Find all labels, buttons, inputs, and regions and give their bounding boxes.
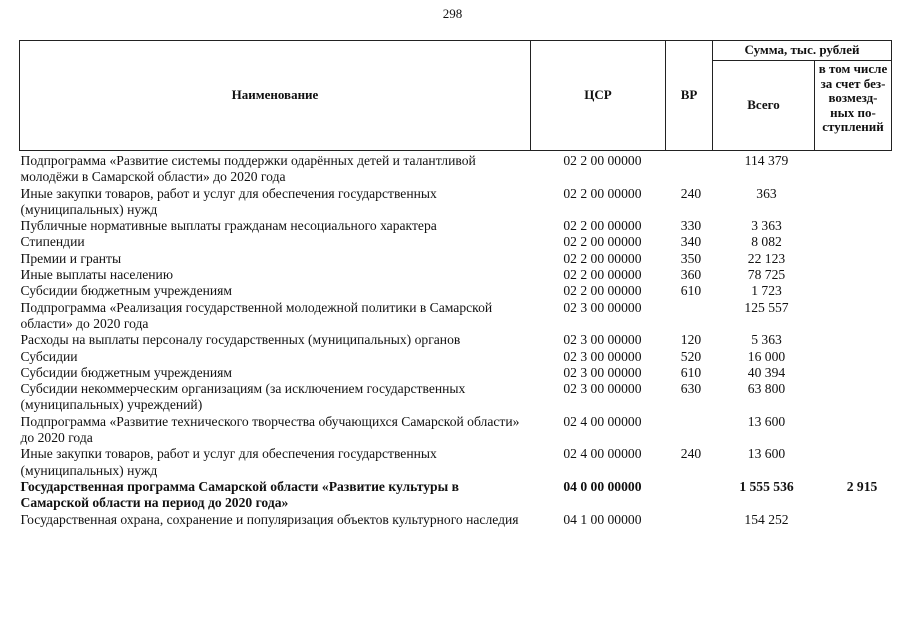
row-grants: [815, 283, 892, 299]
row-grants: [815, 381, 892, 414]
header-csr: ЦСР: [531, 41, 666, 151]
row-grants: [815, 186, 892, 219]
header-grants: в том числе за счет без-возмезд-ных по-ступлений: [815, 61, 892, 151]
table-header: [20, 41, 892, 151]
row-total: 40 394: [747, 364, 786, 380]
row-total: 125 557: [744, 299, 789, 315]
row-grants: [815, 512, 892, 528]
row-csr: 02 3 00 00000: [563, 348, 642, 364]
row-name: Государственная программа Самарской области «Развитие культуры в Самарской области на период до 2020 года»: [20, 478, 459, 511]
row-csr: 02 3 00 00000: [563, 381, 642, 397]
row-csr: 02 3 00 00000: [563, 332, 642, 348]
header-sum: Сумма, тыс. рублей: [713, 41, 892, 61]
row-total: 154 252: [744, 511, 789, 527]
row-total: 363: [756, 185, 777, 201]
row-name: Премии и гранты: [20, 250, 122, 266]
table-row: [20, 414, 892, 447]
row-csr: 02 2 00 00000: [563, 218, 642, 234]
row-total: 1 723: [751, 283, 782, 299]
row-total: 13 600: [747, 446, 786, 462]
row-grants: [815, 151, 892, 186]
row-vr: 330: [680, 218, 702, 234]
row-vr: 350: [680, 250, 702, 266]
row-grants: [815, 234, 892, 250]
row-vr: 520: [680, 348, 702, 364]
table-row: [20, 349, 892, 365]
row-total: 3 363: [751, 218, 782, 234]
table-row: [20, 479, 892, 512]
table-row: [20, 234, 892, 250]
row-vr: 610: [680, 364, 702, 380]
row-csr: 02 3 00 00000: [563, 299, 642, 315]
row-name: Иные закупки товаров, работ и услуг для обеспечения государственных (муниципальных) нужд: [20, 446, 437, 478]
table-row: [20, 512, 892, 528]
row-csr: 04 0 00 00000: [563, 478, 642, 494]
row-grants: 2 915: [846, 478, 878, 494]
row-csr: 02 2 00 00000: [563, 250, 642, 266]
row-vr: 340: [680, 234, 702, 250]
row-total: 1 555 536: [739, 478, 794, 494]
page-number: 298: [442, 6, 463, 21]
table-row: [20, 186, 892, 219]
row-vr: [666, 151, 713, 186]
row-csr: 02 2 00 00000: [563, 153, 642, 168]
row-csr: 02 2 00 00000: [563, 234, 642, 250]
row-name: Подпрограмма «Реализация государственной молодежной политики в Самарской области» до 2020 года: [20, 299, 493, 331]
row-csr: 02 2 00 00000: [563, 283, 642, 299]
row-total: 63 800: [747, 381, 786, 397]
row-grants: [815, 332, 892, 348]
row-csr: 02 4 00 00000: [563, 413, 642, 429]
row-grants: [815, 267, 892, 283]
table-row: [20, 300, 892, 333]
row-name: Иные выплаты населению: [20, 267, 173, 283]
row-grants: [815, 446, 892, 479]
row-csr: 02 2 00 00000: [563, 267, 642, 283]
row-csr: 02 4 00 00000: [563, 446, 642, 462]
table-row: [20, 446, 892, 479]
row-name: Расходы на выплаты персоналу государственных (муниципальных) органов: [20, 332, 461, 348]
row-grants: [815, 414, 892, 447]
row-name: Иные закупки товаров, работ и услуг для обеспечения государственных (муниципальных) нужд: [20, 185, 437, 217]
row-grants: [815, 365, 892, 381]
header-vr: ВР: [666, 41, 713, 151]
row-total: 13 600: [747, 413, 786, 429]
row-grants: [815, 300, 892, 333]
table-row: [20, 332, 892, 348]
budget-table: [19, 40, 892, 528]
row-csr: 02 2 00 00000: [563, 185, 642, 201]
header-total: Всего: [713, 61, 815, 151]
row-name: Субсидии бюджетным учреждениям: [20, 283, 233, 299]
row-csr: 04 1 00 00000: [563, 511, 642, 527]
row-grants: [815, 349, 892, 365]
table-row: [20, 151, 892, 186]
row-vr: [666, 300, 713, 333]
table-row: [20, 251, 892, 267]
row-total: 16 000: [747, 348, 786, 364]
row-vr: 240: [680, 446, 702, 462]
row-grants: [815, 218, 892, 234]
row-vr: 240: [680, 185, 702, 201]
row-name: Стипендии: [20, 234, 85, 250]
row-total: 22 123: [747, 250, 786, 266]
row-name: Подпрограмма «Развитие технического творчества обучающихся Самарской области» до 2020 года: [20, 413, 520, 446]
header-name: Наименование: [20, 41, 531, 151]
row-vr: [666, 512, 713, 528]
row-total: 78 725: [747, 267, 786, 283]
row-name: Субсидии бюджетным учреждениям: [20, 364, 233, 380]
row-name: Субсидии некоммерческим организациям (за исключением государственных (муниципальных) учреждений): [20, 381, 466, 413]
row-name: Публичные нормативные выплаты гражданам несоциального характера: [20, 218, 437, 234]
table-row: [20, 381, 892, 414]
row-name: Государственная охрана, сохранение и популяризация объектов культурного наследия: [20, 511, 519, 527]
table-row: [20, 365, 892, 381]
row-grants: [815, 251, 892, 267]
row-vr: [666, 414, 713, 447]
row-vr: 120: [680, 332, 702, 348]
row-csr: 02 3 00 00000: [563, 364, 642, 380]
table-row: [20, 218, 892, 234]
row-vr: 610: [680, 283, 702, 299]
row-total: 5 363: [751, 332, 782, 348]
row-name: Подпрограмма «Развитие системы поддержки одарённых детей и талантливой молодёжи в Самарской области» до 2020 года: [20, 153, 476, 185]
table-row: [20, 283, 892, 299]
row-total: 114 379: [744, 153, 789, 168]
row-total: 8 082: [751, 234, 782, 250]
row-vr: 360: [680, 267, 702, 283]
row-vr: 630: [680, 381, 702, 397]
row-vr: [666, 479, 713, 512]
table-body: [20, 151, 892, 528]
table-row: [20, 267, 892, 283]
row-name: Субсидии: [20, 348, 78, 364]
